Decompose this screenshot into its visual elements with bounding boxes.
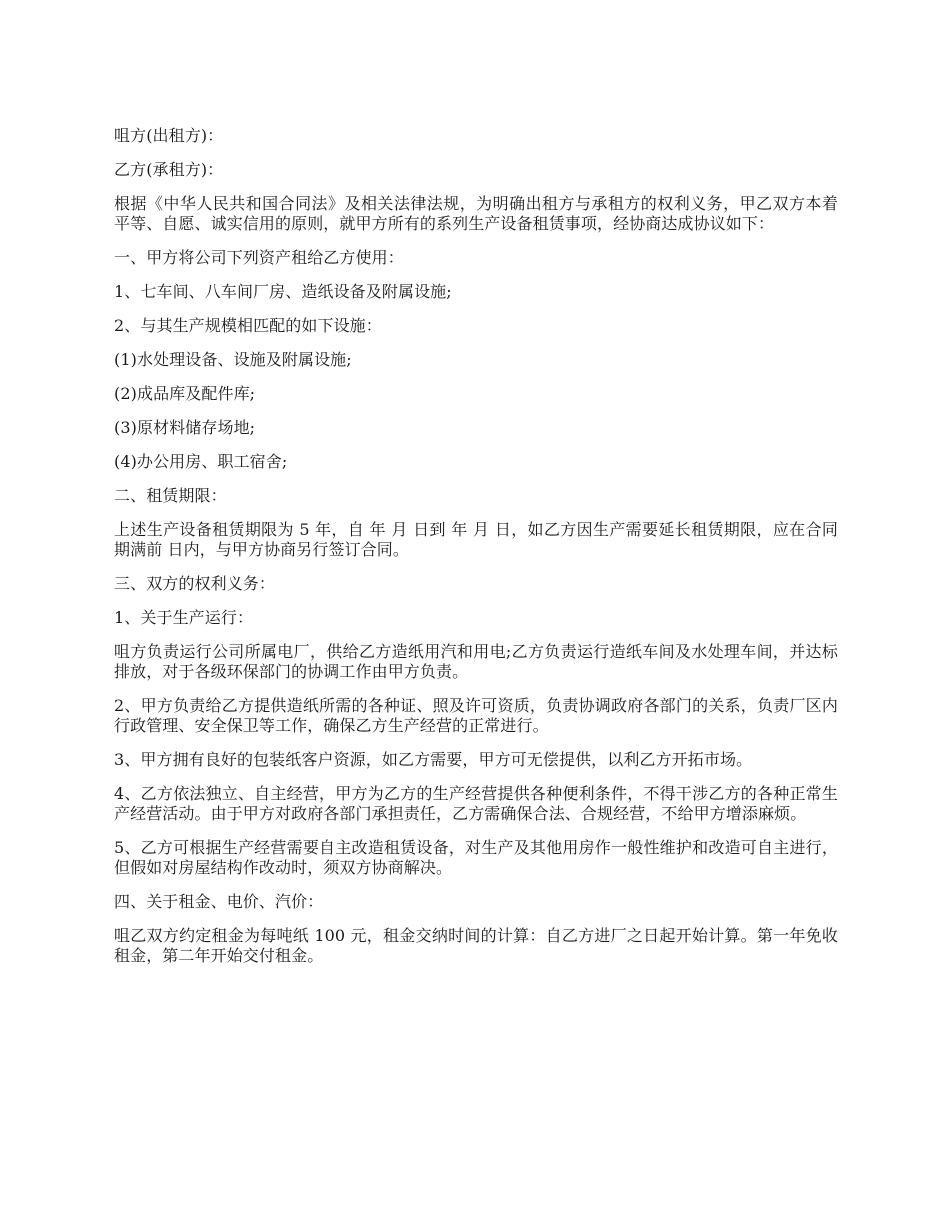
list-item: 3、甲方拥有良好的包装纸客户资源，如乙方需要，甲方可无偿提供，以利乙方开拓市场。 <box>114 750 753 769</box>
list-item: (2)成品库及配件库; <box>114 384 256 403</box>
rent-paragraph: 咀乙双方约定租金为每吨纸 100 元，租金交纳时间的计算：自乙方进厂之日起开始计算。第一年免收租金，第二年开始交付租金。 <box>114 926 838 965</box>
section-heading-3: 三、双方的权利义务： <box>114 574 276 593</box>
list-item: 1、七车间、八车间厂房、造纸设备及附属设施; <box>114 282 452 301</box>
list-item: 4、乙方依法独立、自主经营，甲方为乙方的生产经营提供各种便利条件，不得干涉乙方的各种正常生产经营活动。由于甲方对政府各部门承担责任，乙方需确保合法、合规经营，不给甲方增添麻烦。 <box>114 784 838 823</box>
party-a-line: 咀方(出租方)： <box>114 126 224 145</box>
list-item: (1)水处理设备、设施及附属设施; <box>114 350 352 369</box>
preamble-paragraph: 根据《中华人民共和国合同法》及相关法律法规，为明确出租方与承租方的权利义务，甲乙双方本着平等、自愿、诚实信用的原则，就甲方所有的系列生产设备租赁事项，经协商达成协议如下： <box>114 194 838 233</box>
list-item: 2、与其生产规模相匹配的如下设施： <box>114 316 382 335</box>
list-item: 1、关于生产运行： <box>114 608 254 627</box>
body-paragraph: 咀方负责运行公司所属电厂，供给乙方造纸用汽和用电;乙方负责运行造纸车间及水处理车间，并达标排放，对于各级环保部门的协调工作由甲方负责。 <box>114 642 838 681</box>
party-b-line: 乙方(承租方)： <box>114 160 224 179</box>
section-heading-1: 一、甲方将公司下列资产租给乙方使用： <box>114 248 404 267</box>
list-item: (3)原材料储存场地; <box>114 418 256 437</box>
section-heading-4: 四、关于租金、电价、汽价： <box>114 892 324 911</box>
list-item: 2、甲方负责给乙方提供造纸所需的各种证、照及许可资质，负责协调政府各部门的关系，负责厂区内行政管理、安全保卫等工作，确保乙方生产经营的正常进行。 <box>114 696 838 735</box>
section-heading-2: 二、租赁期限： <box>114 486 227 505</box>
list-item: (4)办公用房、职工宿舍; <box>114 452 288 471</box>
list-item: 5、乙方可根据生产经营需要自主改造租赁设备，对生产及其他用房作一般性维护和改造可自主进行，但假如对房屋结构作改动时，须双方协商解决。 <box>114 838 838 877</box>
lease-term-paragraph: 上述生产设备租赁期限为 5 年，自 年 月 日到 年 月 日，如乙方因生产需要延长租赁期限，应在合同期满前 日内，与甲方协商另行签订合同。 <box>114 520 838 559</box>
contract-body <box>114 126 838 980</box>
